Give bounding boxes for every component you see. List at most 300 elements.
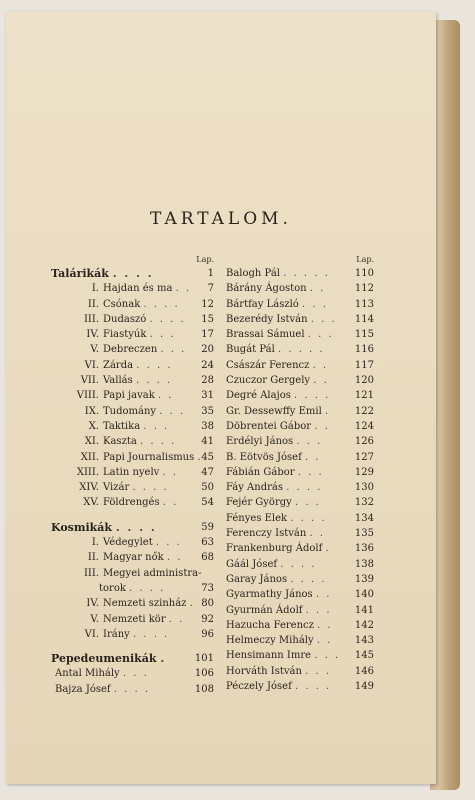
leader-dots: . .	[157, 390, 174, 402]
entry-roman-numeral: III.	[83, 567, 99, 579]
entry-page-number: 17	[201, 329, 214, 341]
toc-entry-row	[51, 434, 214, 449]
lap-header: Lap.	[356, 255, 374, 264]
entry-page-number: 120	[354, 375, 374, 387]
entry-title: Antal Mihály	[55, 668, 120, 680]
entry-roman-numeral: VII.	[80, 375, 99, 387]
entry-title: Ferenczy István	[226, 528, 307, 540]
leader-dots: . . .	[310, 313, 337, 325]
toc-entry-row	[226, 495, 374, 510]
entry-title: Papi javak	[103, 390, 155, 402]
entry-page-number: 45	[201, 451, 214, 463]
leader-dots: . . . .	[132, 482, 169, 494]
entry-title: Garay János	[226, 573, 288, 585]
toc-entry-row	[226, 465, 374, 480]
leader-dots: . .	[315, 589, 332, 601]
toc-entry-row	[226, 450, 374, 465]
entry-page-number: 149	[354, 681, 374, 693]
entry-roman-numeral: XI.	[84, 436, 99, 448]
toc-entry-row	[226, 587, 374, 602]
toc-entry-row	[226, 603, 374, 618]
entry-label	[71, 566, 201, 581]
entry-roman-numeral: II.	[87, 298, 99, 310]
entry-label	[71, 480, 169, 495]
entry-title: Frankenburg Ádolf	[226, 543, 323, 555]
entry-label	[71, 373, 172, 388]
entry-title: Bártfay László	[226, 298, 299, 310]
entry-title: Vizár	[103, 482, 130, 494]
toc-entry-row	[51, 404, 214, 419]
leader-dots: . . . .	[115, 520, 157, 534]
entry-page-number: 138	[354, 558, 374, 570]
entry-page-number: 141	[354, 604, 374, 616]
entry-title: Fábián Gábor	[226, 466, 295, 478]
entry-page-number: 136	[354, 543, 374, 555]
entry-page-number: 139	[354, 573, 374, 585]
entry-page-number: 127	[354, 451, 374, 463]
entry-title: Hazucha Ferencz	[226, 619, 314, 631]
entry-label	[226, 480, 322, 495]
entry-title: Péczely Jósef	[226, 681, 292, 693]
entry-label	[226, 648, 340, 663]
leader-dots: . .	[175, 283, 192, 295]
entry-title: Gyurmán Ádolf	[226, 604, 303, 616]
entry-title: Degré Alajos	[226, 390, 291, 402]
leader-dots: . . .	[160, 344, 187, 356]
toc-entry-row	[226, 648, 374, 663]
entry-label	[71, 404, 185, 419]
leader-dots: . . .	[122, 668, 149, 680]
entry-label	[71, 327, 176, 342]
entry-title: Papi Journalismus	[103, 451, 195, 463]
entry-page-number: 28	[201, 375, 214, 387]
entry-label	[226, 266, 330, 281]
toc-entry-row	[51, 373, 214, 388]
entry-label	[71, 419, 169, 434]
leader-dots: . . . .	[129, 582, 166, 594]
entry-page-number: 145	[354, 650, 374, 662]
leader-dots: . . . .	[113, 683, 151, 695]
entry-title: Taktika	[103, 420, 141, 432]
entry-label	[71, 358, 173, 373]
leader-dots: . . . .	[290, 573, 327, 585]
toc-entry-row	[226, 312, 374, 327]
entry-roman-numeral: III.	[83, 313, 99, 325]
toc-entry-row	[226, 664, 374, 679]
entry-title: Fényes Elek	[226, 512, 288, 524]
entry-label	[226, 572, 327, 587]
entry-label	[226, 419, 330, 434]
entry-label	[71, 342, 186, 357]
entry-label	[226, 342, 325, 357]
book-page	[6, 12, 436, 784]
toc-entry-row	[226, 281, 374, 296]
entry-page-number: 31	[201, 390, 214, 402]
entry-page-number: 50	[201, 482, 214, 494]
entry-title: Brassai Sámuel	[226, 329, 305, 341]
entry-page-number: 140	[354, 589, 374, 601]
toc-entry-row	[226, 572, 374, 587]
entry-label	[71, 535, 182, 550]
toc-entry-row	[226, 266, 374, 281]
leader-dots: . . . .	[140, 436, 177, 448]
toc-entry-row	[51, 596, 214, 611]
entry-title: Földrengés	[103, 497, 160, 509]
entry-page-number: 116	[354, 344, 374, 356]
entry-page-number: 129	[354, 466, 374, 478]
entry-page-number: 132	[354, 497, 374, 509]
entry-title: Döbrentei Gábor	[226, 420, 312, 432]
entry-page-number: 1	[207, 268, 214, 279]
entry-label	[226, 373, 329, 388]
toc-entry-row	[226, 679, 374, 694]
entry-page-number: 101	[194, 653, 214, 665]
toc-entry-row	[226, 388, 374, 403]
leader-dots: .	[160, 652, 167, 666]
entry-page-number: 146	[354, 665, 374, 677]
entry-label	[51, 651, 166, 666]
entry-title: Kaszta	[103, 436, 137, 448]
entry-title: Gr. Dessewffy Emil	[226, 405, 322, 417]
leader-dots: . . .	[159, 405, 186, 417]
toc-entry-row	[226, 480, 374, 495]
entry-title: Talárikák	[51, 267, 109, 280]
entry-title: Védegylet	[103, 537, 153, 549]
entry-title: Gáál Jósef	[226, 558, 278, 570]
entry-page-number: 122	[354, 405, 374, 417]
entry-label	[51, 266, 154, 281]
entry-roman-numeral: VI.	[84, 628, 99, 640]
toc-entry-row	[51, 612, 214, 627]
entry-page-number: 54	[201, 497, 214, 509]
toc-entry-row	[51, 327, 214, 342]
entry-roman-numeral: XV.	[83, 497, 99, 509]
entry-title: B. Eötvös Jósef	[226, 451, 302, 463]
entry-label	[226, 388, 330, 403]
toc-entry-row	[51, 297, 214, 312]
leader-dots: . . . . .	[283, 268, 330, 279]
toc-entry-row	[226, 511, 374, 526]
entry-title: torok	[99, 582, 126, 594]
toc-entry-row	[51, 666, 214, 681]
entry-page-number: 63	[201, 537, 214, 549]
toc-entry-row	[226, 434, 374, 449]
entry-label	[55, 682, 150, 697]
entry-label	[71, 465, 178, 480]
leader-dots: . .	[166, 552, 183, 564]
toc-entry-row	[226, 342, 374, 357]
entry-roman-numeral: IV.	[86, 598, 99, 610]
entry-title: Fiastyúk	[103, 329, 147, 341]
entry-roman-numeral: IV.	[86, 329, 99, 341]
entry-title: Erdélyi János	[226, 436, 294, 448]
toc-entry-row	[51, 342, 214, 357]
leader-dots: . . . .	[143, 298, 180, 310]
entry-title: Nemzeti szinház	[103, 598, 187, 610]
leader-dots: . .	[305, 451, 321, 463]
entry-label	[71, 281, 191, 296]
toc-entry-row	[226, 557, 374, 572]
entry-title: Megyei administra-	[103, 567, 202, 579]
entry-label	[226, 297, 328, 312]
toc-section-row	[51, 651, 214, 666]
entry-label	[226, 327, 334, 342]
entry-label	[71, 495, 178, 510]
entry-page-number: 117	[354, 359, 374, 371]
leader-dots: . . . .	[135, 375, 173, 387]
toc-entry-row	[51, 550, 214, 565]
entry-label	[226, 526, 325, 541]
entry-title: Fáy András	[226, 482, 283, 494]
entry-roman-numeral: II.	[87, 552, 99, 564]
entry-title: Nemzeti kör	[103, 613, 166, 625]
entry-title: Bezerédy István	[226, 313, 308, 325]
entry-label	[226, 450, 321, 465]
entry-page-number: 38	[201, 420, 214, 432]
leader-dots: . . . .	[112, 267, 154, 280]
entry-label	[226, 358, 328, 373]
leader-dots: . . . .	[132, 628, 170, 640]
toc-entry-row	[226, 618, 374, 633]
entry-page-number: 130	[354, 482, 374, 494]
leader-dots: . . . . .	[277, 344, 325, 356]
entry-title: Csónak	[103, 298, 141, 310]
entry-roman-numeral: V.	[90, 344, 99, 356]
toc-entry-row	[226, 358, 374, 373]
entry-page-number: 113	[354, 298, 374, 310]
leader-dots: . . . .	[290, 512, 327, 524]
entry-title: Horváth István	[226, 665, 302, 677]
entry-title: Dudaszó	[103, 313, 147, 325]
entry-label	[226, 281, 325, 296]
toc-entry-row	[226, 541, 374, 556]
entry-page-number: 114	[354, 313, 374, 325]
entry-page-number: 108	[194, 683, 214, 695]
entry-page-number: 143	[354, 635, 374, 647]
toc-entry-row	[51, 312, 214, 327]
leader-dots: . .	[313, 375, 329, 387]
entry-label	[226, 603, 332, 618]
entry-title: Pepedeumenikák	[51, 652, 157, 666]
entry-page-number: 7	[207, 283, 214, 295]
entry-roman-numeral: XII.	[80, 451, 99, 463]
toc-entry-row	[226, 404, 374, 419]
entry-title: Hajdan és ma	[103, 283, 173, 295]
leader-dots: . . . .	[280, 558, 317, 570]
leader-dots: . . .	[294, 497, 321, 509]
entry-title: Császár Ferencz	[226, 359, 310, 371]
leader-dots: . .	[162, 466, 179, 478]
leader-dots: . .	[314, 420, 330, 432]
leader-dots: . .	[309, 283, 326, 295]
entry-label	[71, 550, 182, 565]
entry-label	[226, 404, 330, 419]
entry-label	[71, 612, 184, 627]
leader-dots: . . .	[149, 329, 176, 341]
toc-section-row	[51, 266, 214, 281]
leader-dots: . .	[168, 613, 185, 625]
toc-entry-row	[226, 526, 374, 541]
entry-label	[226, 679, 331, 694]
toc-entry-row	[51, 480, 214, 495]
entry-title: Fejér György	[226, 497, 292, 509]
entry-label	[226, 664, 331, 679]
entry-page-number: 20	[201, 344, 214, 356]
entry-roman-numeral: XIV.	[79, 482, 99, 494]
entry-roman-numeral: VIII.	[76, 390, 99, 402]
entry-page-number: 134	[354, 512, 374, 524]
entry-label	[226, 465, 324, 480]
toc-entry-row	[226, 327, 374, 342]
entry-title: Helmeczy Mihály	[226, 635, 314, 647]
entry-label	[226, 587, 331, 602]
entry-title: Gyarmathy János	[226, 589, 313, 601]
entry-title: Hensimann Imre	[226, 650, 312, 662]
leader-dots: . . .	[155, 537, 182, 549]
entry-page-number: 112	[354, 283, 374, 295]
entry-page-number: 47	[201, 466, 214, 478]
toc-right-column	[226, 254, 374, 694]
toc-entry-row	[226, 419, 374, 434]
leader-dots: . .	[316, 635, 333, 647]
toc-entry-row	[51, 581, 214, 596]
toc-entry-row	[51, 566, 214, 581]
entry-title: Czuczor Gergely	[226, 375, 311, 387]
toc-entry-row	[51, 495, 214, 510]
entry-page-number: 115	[354, 329, 374, 341]
section-gap	[51, 642, 214, 651]
entry-roman-numeral: VI.	[84, 359, 99, 371]
toc-entry-row	[51, 358, 214, 373]
entry-label	[71, 297, 180, 312]
toc-entry-row	[226, 633, 374, 648]
entry-page-number: 126	[354, 436, 374, 448]
entry-page-number: 124	[354, 420, 374, 432]
entry-label	[99, 581, 165, 596]
entry-label	[71, 450, 203, 465]
entry-label	[226, 434, 322, 449]
leader-dots: . . .	[302, 298, 328, 310]
entry-title: Irány	[103, 628, 130, 640]
entry-title: Bugát Pál	[226, 344, 275, 356]
entry-page-number: 80	[201, 598, 214, 610]
entry-label	[226, 541, 331, 556]
entry-title: Tudomány	[103, 405, 157, 417]
toc-entry-row	[226, 297, 374, 312]
entry-label	[71, 596, 195, 611]
entry-roman-numeral: IX.	[84, 405, 99, 417]
toc-entry-row	[226, 373, 374, 388]
entry-page-number: 96	[201, 628, 214, 640]
toc-entry-row	[51, 465, 214, 480]
toc-left-column	[51, 254, 214, 697]
entry-title: Zárda	[103, 359, 134, 371]
leader-dots: . . .	[143, 420, 170, 432]
entry-label	[226, 618, 333, 633]
entry-title: Bárány Ágoston	[226, 283, 307, 295]
entry-label	[51, 520, 157, 535]
entry-roman-numeral: X.	[88, 420, 99, 432]
leader-dots: . . .	[296, 436, 323, 448]
leader-dots: . . . .	[149, 313, 186, 325]
entry-label	[71, 388, 174, 403]
entry-title: Bajza Jósef	[55, 683, 111, 695]
entry-page-number: 15	[201, 313, 214, 325]
entry-label	[71, 627, 169, 642]
leader-dots: . . . .	[294, 390, 331, 402]
leader-dots: .	[325, 405, 331, 417]
entry-roman-numeral: I.	[91, 283, 99, 295]
entry-page-number: 121	[354, 390, 374, 402]
entry-page-number: 68	[201, 552, 214, 564]
leader-dots: .	[189, 598, 195, 610]
entry-label	[226, 495, 321, 510]
leader-dots: .	[325, 543, 331, 555]
toc-section-row	[51, 520, 214, 535]
page-title: TARTALOM.	[150, 209, 292, 229]
leader-dots: . . .	[305, 665, 332, 677]
entry-title: Latin nyelv	[103, 466, 160, 478]
leader-dots: . .	[317, 619, 333, 631]
leader-dots: . . .	[307, 329, 334, 341]
entry-label	[226, 633, 332, 648]
lap-header: Lap.	[196, 255, 214, 264]
leader-dots: . . . .	[286, 482, 323, 494]
entry-label	[71, 312, 186, 327]
leader-dots: . . . .	[294, 681, 332, 693]
leader-dots: . . . .	[136, 359, 173, 371]
entry-label	[71, 434, 176, 449]
entry-roman-numeral: V.	[90, 613, 99, 625]
entry-page-number: 110	[354, 268, 374, 279]
toc-entry-row	[51, 627, 214, 642]
leader-dots: . . .	[305, 604, 332, 616]
entry-title: Kosmikák	[51, 520, 113, 534]
toc-entry-row	[51, 535, 214, 550]
entry-page-number: 41	[201, 436, 214, 448]
entry-label	[55, 666, 149, 681]
entry-page-number: 35	[201, 405, 214, 417]
section-gap	[51, 511, 214, 520]
leader-dots: . .	[309, 528, 326, 540]
toc-entry-row	[51, 281, 214, 296]
entry-page-number: 142	[354, 619, 374, 631]
leader-dots: .	[197, 451, 203, 463]
entry-page-number: 12	[201, 298, 214, 310]
entry-label	[226, 312, 337, 327]
entry-page-number: 92	[201, 613, 214, 625]
leader-dots: . .	[162, 497, 179, 509]
entry-page-number: 24	[201, 359, 214, 371]
entry-title: Vallás	[103, 375, 133, 387]
entry-page-number: 135	[354, 528, 374, 540]
entry-title: Magyar nők	[103, 552, 164, 564]
entry-roman-numeral: I.	[91, 537, 99, 549]
entry-page-number: 73	[201, 582, 214, 594]
leader-dots: . . .	[297, 466, 324, 478]
entry-page-number: 106	[194, 668, 214, 680]
leader-dots: . . .	[314, 650, 341, 662]
entry-label	[226, 557, 317, 572]
entry-title: Balogh Pál	[226, 268, 280, 279]
leader-dots: . .	[312, 359, 329, 371]
toc-entry-row	[51, 450, 214, 465]
entry-page-number: 59	[201, 521, 214, 533]
toc-entry-row	[51, 419, 214, 434]
entry-label	[226, 511, 327, 526]
entry-title: Debreczen	[103, 344, 158, 356]
toc-entry-row	[51, 388, 214, 403]
